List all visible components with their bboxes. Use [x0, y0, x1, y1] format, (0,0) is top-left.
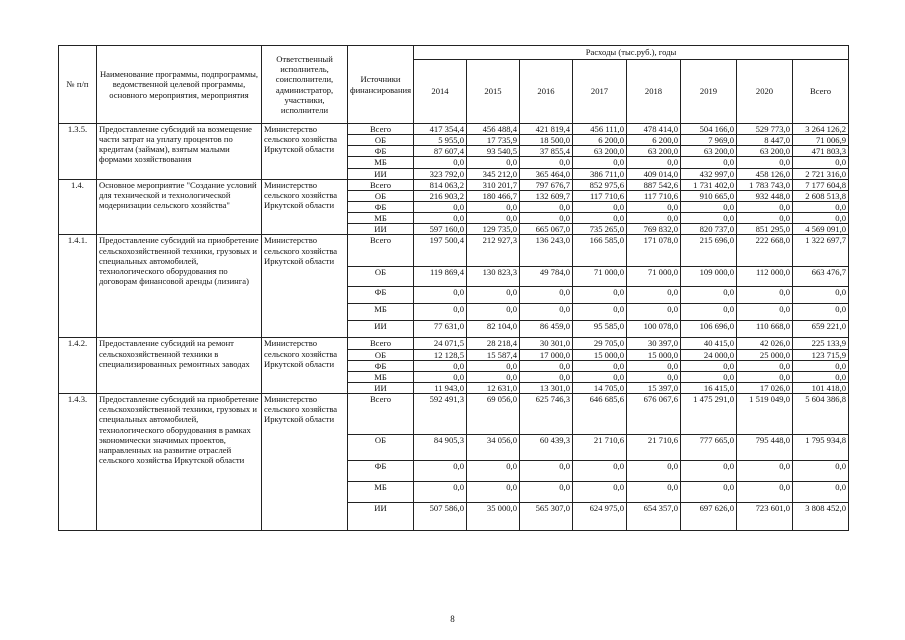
value-cell: 851 295,0 — [737, 224, 793, 235]
funding-source: ОБ — [348, 267, 414, 287]
funding-source: МБ — [348, 482, 414, 503]
value-cell: 0,0 — [681, 213, 737, 224]
value-cell: 795 448,0 — [737, 435, 793, 461]
value-cell: 504 166,0 — [681, 124, 737, 135]
value-cell: 0,0 — [414, 360, 467, 371]
value-cell: 30 397,0 — [627, 338, 681, 349]
value-cell: 0,0 — [737, 371, 793, 382]
value-cell: 769 832,0 — [627, 224, 681, 235]
total-cell: 1 322 697,7 — [793, 235, 849, 267]
value-cell: 110 668,0 — [737, 321, 793, 338]
row-code: 1.4.1. — [59, 235, 97, 338]
value-cell: 0,0 — [467, 482, 520, 503]
funding-source: ФБ — [348, 146, 414, 157]
funding-source: ОБ — [348, 349, 414, 360]
header-year-total: Всего — [793, 60, 849, 124]
value-cell: 112 000,0 — [737, 267, 793, 287]
value-cell: 132 609,7 — [520, 190, 573, 201]
header-year: 2017 — [573, 60, 627, 124]
value-cell: 215 696,0 — [681, 235, 737, 267]
header-year: 2018 — [627, 60, 681, 124]
value-cell: 0,0 — [737, 360, 793, 371]
value-cell: 676 067,6 — [627, 394, 681, 435]
value-cell: 0,0 — [737, 461, 793, 482]
header-expenses: Расходы (тыс.руб.), годы — [414, 46, 849, 60]
value-cell: 814 063,2 — [414, 179, 467, 190]
value-cell: 0,0 — [573, 201, 627, 212]
value-cell: 0,0 — [681, 461, 737, 482]
value-cell: 310 201,7 — [467, 179, 520, 190]
table-body — [59, 124, 849, 531]
value-cell: 0,0 — [681, 482, 737, 503]
value-cell: 0,0 — [627, 461, 681, 482]
header-year: 2019 — [681, 60, 737, 124]
total-cell: 3 808 452,0 — [793, 503, 849, 531]
value-cell: 8 447,0 — [737, 135, 793, 146]
funding-source: ФБ — [348, 461, 414, 482]
total-cell: 101 418,0 — [793, 382, 849, 393]
value-cell: 15 397,0 — [627, 382, 681, 393]
value-cell: 60 439,3 — [520, 435, 573, 461]
value-cell: 63 200,0 — [573, 146, 627, 157]
table-row — [59, 338, 849, 349]
value-cell: 565 307,0 — [520, 503, 573, 531]
value-cell: 0,0 — [627, 287, 681, 304]
value-cell: 478 414,0 — [627, 124, 681, 135]
row-responsible: Министерство сельского хозяйства Иркутской области — [262, 179, 348, 235]
value-cell: 597 160,0 — [414, 224, 467, 235]
value-cell: 0,0 — [520, 287, 573, 304]
funding-source: МБ — [348, 371, 414, 382]
value-cell: 14 705,0 — [573, 382, 627, 393]
value-cell: 24 000,0 — [681, 349, 737, 360]
value-cell: 887 542,6 — [627, 179, 681, 190]
value-cell: 100 078,0 — [627, 321, 681, 338]
value-cell: 456 488,4 — [467, 124, 520, 135]
total-cell: 3 264 126,2 — [793, 124, 849, 135]
value-cell: 0,0 — [467, 287, 520, 304]
value-cell: 6 200,0 — [573, 135, 627, 146]
row-description: Предоставление субсидий на ремонт сельскохозяйственной техники в специализированных ремонтных заводах — [97, 338, 262, 394]
total-cell: 0,0 — [793, 157, 849, 168]
value-cell: 0,0 — [520, 371, 573, 382]
value-cell: 646 685,6 — [573, 394, 627, 435]
value-cell: 82 104,0 — [467, 321, 520, 338]
value-cell: 625 746,3 — [520, 394, 573, 435]
value-cell: 820 737,0 — [681, 224, 737, 235]
value-cell: 129 735,0 — [467, 224, 520, 235]
value-cell: 37 855,4 — [520, 146, 573, 157]
total-cell: 2 721 316,0 — [793, 168, 849, 179]
value-cell: 0,0 — [737, 304, 793, 321]
total-cell: 123 715,9 — [793, 349, 849, 360]
total-cell: 0,0 — [793, 213, 849, 224]
funding-source: ФБ — [348, 360, 414, 371]
value-cell: 0,0 — [681, 371, 737, 382]
funding-source: МБ — [348, 157, 414, 168]
value-cell: 6 200,0 — [627, 135, 681, 146]
value-cell: 0,0 — [414, 213, 467, 224]
value-cell: 0,0 — [627, 360, 681, 371]
value-cell: 421 819,4 — [520, 124, 573, 135]
value-cell: 0,0 — [414, 201, 467, 212]
value-cell: 0,0 — [573, 371, 627, 382]
total-cell: 0,0 — [793, 482, 849, 503]
value-cell: 166 585,0 — [573, 235, 627, 267]
row-description: Основное мероприятие "Создание условий для технической и технологической модернизации сельского хозяйства" — [97, 179, 262, 235]
value-cell: 0,0 — [573, 482, 627, 503]
value-cell: 0,0 — [627, 482, 681, 503]
value-cell: 17 026,0 — [737, 382, 793, 393]
row-responsible: Министерство сельского хозяйства Иркутской области — [262, 338, 348, 394]
value-cell: 136 243,0 — [520, 235, 573, 267]
value-cell: 0,0 — [627, 157, 681, 168]
funding-source: МБ — [348, 304, 414, 321]
total-cell: 225 133,9 — [793, 338, 849, 349]
value-cell: 0,0 — [467, 304, 520, 321]
value-cell: 180 466,7 — [467, 190, 520, 201]
value-cell: 0,0 — [681, 201, 737, 212]
funding-source: ИИ — [348, 321, 414, 338]
row-description: Предоставление субсидий на приобретение сельскохозяйственной техники, грузовых и специальных автомобилей, технологического оборудования в рамках экономически значимых проектов, направленных на развитие отраслей сельского хозяйства Иркутской области — [97, 394, 262, 531]
value-cell: 222 668,0 — [737, 235, 793, 267]
value-cell: 0,0 — [520, 482, 573, 503]
value-cell: 697 626,0 — [681, 503, 737, 531]
value-cell: 0,0 — [520, 304, 573, 321]
value-cell: 15 000,0 — [573, 349, 627, 360]
value-cell: 49 784,0 — [520, 267, 573, 287]
value-cell: 21 710,6 — [627, 435, 681, 461]
value-cell: 0,0 — [737, 157, 793, 168]
row-responsible: Министерство сельского хозяйства Иркутской области — [262, 235, 348, 338]
funding-source: ФБ — [348, 287, 414, 304]
value-cell: 18 500,0 — [520, 135, 573, 146]
total-cell: 0,0 — [793, 360, 849, 371]
value-cell: 665 067,0 — [520, 224, 573, 235]
total-cell: 663 476,7 — [793, 267, 849, 287]
budget-table — [58, 45, 849, 531]
value-cell: 0,0 — [737, 287, 793, 304]
value-cell: 852 975,6 — [573, 179, 627, 190]
header-source: Источники финансирования — [348, 46, 414, 124]
value-cell: 117 710,6 — [573, 190, 627, 201]
funding-source: Всего — [348, 179, 414, 190]
value-cell: 0,0 — [573, 304, 627, 321]
row-responsible: Министерство сельского хозяйства Иркутской области — [262, 124, 348, 180]
value-cell: 910 665,0 — [681, 190, 737, 201]
total-cell: 0,0 — [793, 461, 849, 482]
value-cell: 171 078,0 — [627, 235, 681, 267]
value-cell: 0,0 — [467, 360, 520, 371]
funding-source: Всего — [348, 235, 414, 267]
row-code: 1.4.2. — [59, 338, 97, 394]
value-cell: 0,0 — [627, 304, 681, 321]
row-description: Предоставление субсидий на возмещение части затрат на уплату процентов по кредитам (займам), взятым малыми формами хозяйствования — [97, 124, 262, 180]
value-cell: 0,0 — [520, 360, 573, 371]
value-cell: 0,0 — [573, 360, 627, 371]
funding-source: ИИ — [348, 168, 414, 179]
value-cell: 35 000,0 — [467, 503, 520, 531]
header-year: 2020 — [737, 60, 793, 124]
value-cell: 34 056,0 — [467, 435, 520, 461]
total-cell: 471 803,3 — [793, 146, 849, 157]
value-cell: 95 585,0 — [573, 321, 627, 338]
value-cell: 0,0 — [627, 201, 681, 212]
value-cell: 0,0 — [573, 287, 627, 304]
value-cell: 63 200,0 — [627, 146, 681, 157]
header-responsible: Ответственный исполнитель, соисполнители, администратор, участники, исполнители — [262, 46, 348, 124]
value-cell: 197 500,4 — [414, 235, 467, 267]
header-year: 2016 — [520, 60, 573, 124]
value-cell: 0,0 — [467, 461, 520, 482]
value-cell: 0,0 — [520, 213, 573, 224]
value-cell: 624 975,0 — [573, 503, 627, 531]
value-cell: 409 014,0 — [627, 168, 681, 179]
header-num: № п/п — [59, 46, 97, 124]
value-cell: 130 823,3 — [467, 267, 520, 287]
header-name: Наименование программы, подпрограммы, ведомственной целевой программы, основного мероприятия, мероприятия — [97, 46, 262, 124]
value-cell: 0,0 — [627, 213, 681, 224]
funding-source: ФБ — [348, 201, 414, 212]
total-cell: 71 006,9 — [793, 135, 849, 146]
total-cell: 0,0 — [793, 287, 849, 304]
value-cell: 797 676,7 — [520, 179, 573, 190]
value-cell: 777 665,0 — [681, 435, 737, 461]
page-number: 8 — [450, 614, 455, 624]
value-cell: 0,0 — [681, 287, 737, 304]
total-cell: 4 569 091,0 — [793, 224, 849, 235]
value-cell: 0,0 — [467, 201, 520, 212]
value-cell: 507 586,0 — [414, 503, 467, 531]
value-cell: 592 491,3 — [414, 394, 467, 435]
header-year: 2014 — [414, 60, 467, 124]
value-cell: 13 301,0 — [520, 382, 573, 393]
table-row — [59, 179, 849, 190]
value-cell: 71 000,0 — [573, 267, 627, 287]
value-cell: 1 519 049,0 — [737, 394, 793, 435]
value-cell: 29 705,0 — [573, 338, 627, 349]
funding-source: Всего — [348, 394, 414, 435]
funding-source: Всего — [348, 338, 414, 349]
value-cell: 0,0 — [414, 157, 467, 168]
value-cell: 1 783 743,0 — [737, 179, 793, 190]
value-cell: 0,0 — [467, 213, 520, 224]
value-cell: 12 128,5 — [414, 349, 467, 360]
value-cell: 40 415,0 — [681, 338, 737, 349]
value-cell: 386 711,0 — [573, 168, 627, 179]
table-row — [59, 394, 849, 435]
row-responsible: Министерство сельского хозяйства Иркутской области — [262, 394, 348, 531]
value-cell: 417 354,4 — [414, 124, 467, 135]
value-cell: 212 927,3 — [467, 235, 520, 267]
value-cell: 0,0 — [573, 157, 627, 168]
value-cell: 0,0 — [573, 461, 627, 482]
value-cell: 0,0 — [520, 461, 573, 482]
row-code: 1.4. — [59, 179, 97, 235]
table-row — [59, 124, 849, 135]
value-cell: 458 126,0 — [737, 168, 793, 179]
row-code: 1.3.5. — [59, 124, 97, 180]
value-cell: 0,0 — [414, 461, 467, 482]
value-cell: 0,0 — [467, 371, 520, 382]
value-cell: 28 218,4 — [467, 338, 520, 349]
value-cell: 0,0 — [737, 482, 793, 503]
value-cell: 529 773,0 — [737, 124, 793, 135]
value-cell: 117 710,6 — [627, 190, 681, 201]
value-cell: 7 969,0 — [681, 135, 737, 146]
value-cell: 735 265,0 — [573, 224, 627, 235]
funding-source: ОБ — [348, 435, 414, 461]
value-cell: 17 000,0 — [520, 349, 573, 360]
value-cell: 654 357,0 — [627, 503, 681, 531]
value-cell: 0,0 — [467, 157, 520, 168]
value-cell: 932 448,0 — [737, 190, 793, 201]
total-cell: 1 795 934,8 — [793, 435, 849, 461]
value-cell: 12 631,0 — [467, 382, 520, 393]
value-cell: 30 301,0 — [520, 338, 573, 349]
value-cell: 109 000,0 — [681, 267, 737, 287]
value-cell: 345 212,0 — [467, 168, 520, 179]
funding-source: ИИ — [348, 503, 414, 531]
value-cell: 0,0 — [627, 371, 681, 382]
total-cell: 2 608 513,8 — [793, 190, 849, 201]
funding-source: ИИ — [348, 382, 414, 393]
value-cell: 63 200,0 — [681, 146, 737, 157]
funding-source: ОБ — [348, 135, 414, 146]
funding-source: ИИ — [348, 224, 414, 235]
value-cell: 15 587,4 — [467, 349, 520, 360]
value-cell: 0,0 — [681, 360, 737, 371]
row-code: 1.4.3. — [59, 394, 97, 531]
value-cell: 0,0 — [681, 304, 737, 321]
value-cell: 0,0 — [414, 371, 467, 382]
row-description: Предоставление субсидий на приобретение сельскохозяйственной техники, грузовых и специальных автомобилей, технологического оборудования по договорам финансовой аренды (лизинга) — [97, 235, 262, 338]
value-cell: 87 607,4 — [414, 146, 467, 157]
value-cell: 0,0 — [414, 482, 467, 503]
funding-source: МБ — [348, 213, 414, 224]
total-cell: 7 177 604,8 — [793, 179, 849, 190]
value-cell: 63 200,0 — [737, 146, 793, 157]
value-cell: 84 905,3 — [414, 435, 467, 461]
value-cell: 15 000,0 — [627, 349, 681, 360]
total-cell: 0,0 — [793, 201, 849, 212]
value-cell: 0,0 — [573, 213, 627, 224]
value-cell: 119 869,4 — [414, 267, 467, 287]
total-cell: 0,0 — [793, 304, 849, 321]
value-cell: 0,0 — [520, 157, 573, 168]
value-cell: 456 111,0 — [573, 124, 627, 135]
value-cell: 93 540,5 — [467, 146, 520, 157]
value-cell: 1 475 291,0 — [681, 394, 737, 435]
total-cell: 659 221,0 — [793, 321, 849, 338]
value-cell: 106 696,0 — [681, 321, 737, 338]
value-cell: 77 631,0 — [414, 321, 467, 338]
total-cell: 0,0 — [793, 371, 849, 382]
value-cell: 11 943,0 — [414, 382, 467, 393]
value-cell: 365 464,0 — [520, 168, 573, 179]
total-cell: 5 604 386,8 — [793, 394, 849, 435]
value-cell: 16 415,0 — [681, 382, 737, 393]
value-cell: 69 056,0 — [467, 394, 520, 435]
value-cell: 71 000,0 — [627, 267, 681, 287]
value-cell: 216 903,2 — [414, 190, 467, 201]
header-year: 2015 — [467, 60, 520, 124]
value-cell: 17 735,9 — [467, 135, 520, 146]
value-cell: 0,0 — [681, 157, 737, 168]
value-cell: 21 710,6 — [573, 435, 627, 461]
value-cell: 5 955,0 — [414, 135, 467, 146]
value-cell: 0,0 — [737, 213, 793, 224]
funding-source: ОБ — [348, 190, 414, 201]
value-cell: 0,0 — [414, 304, 467, 321]
value-cell: 0,0 — [520, 201, 573, 212]
value-cell: 0,0 — [737, 201, 793, 212]
funding-source: Всего — [348, 124, 414, 135]
value-cell: 86 459,0 — [520, 321, 573, 338]
value-cell: 723 601,0 — [737, 503, 793, 531]
value-cell: 25 000,0 — [737, 349, 793, 360]
value-cell: 24 071,5 — [414, 338, 467, 349]
value-cell: 323 792,0 — [414, 168, 467, 179]
value-cell: 1 731 402,0 — [681, 179, 737, 190]
value-cell: 42 026,0 — [737, 338, 793, 349]
value-cell: 432 997,0 — [681, 168, 737, 179]
value-cell: 0,0 — [414, 287, 467, 304]
table-row — [59, 235, 849, 267]
table-header — [59, 46, 849, 124]
